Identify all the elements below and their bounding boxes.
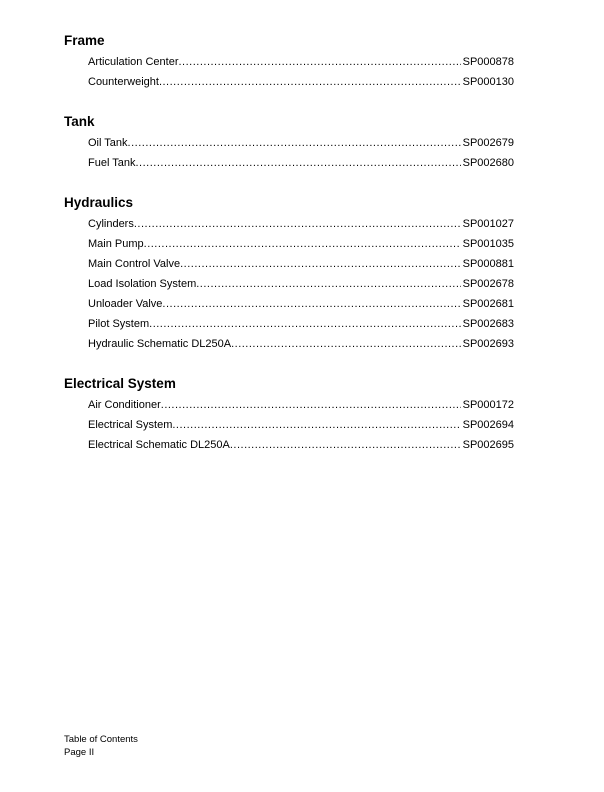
toc-entry-code: SP002681 [462, 298, 514, 310]
toc-entry[interactable] [88, 72, 514, 92]
page-footer [64, 733, 138, 759]
toc-entry[interactable] [88, 395, 514, 415]
toc-entry-code: SP000878 [462, 56, 514, 68]
toc-entry-title: Fuel Tank [88, 157, 136, 169]
toc-entry[interactable] [88, 294, 514, 314]
toc-entry-code: SP002680 [462, 157, 514, 169]
toc-section [64, 31, 514, 92]
toc-entry[interactable] [88, 435, 514, 455]
toc-entry-code: SP002693 [462, 338, 514, 350]
dot-leader [128, 133, 461, 153]
toc-entry-title: Unloader Valve [88, 298, 163, 310]
toc-section [64, 112, 514, 173]
toc-entry-code: SP002695 [462, 439, 514, 451]
section-spacer [64, 354, 514, 374]
dot-leader [196, 274, 460, 294]
toc-entry[interactable] [88, 133, 514, 153]
toc-entry[interactable] [88, 334, 514, 354]
toc-entry-title: Load Isolation System [88, 278, 197, 290]
section-heading: Hydraulics [64, 195, 134, 210]
section-spacer [64, 92, 514, 112]
toc-entry-code: SP000130 [462, 76, 514, 88]
dot-leader [180, 254, 460, 274]
toc-entry[interactable] [88, 52, 514, 72]
toc-entry-title: Pilot System [88, 318, 150, 330]
dot-leader [144, 234, 461, 254]
toc-entry-code: SP001035 [462, 238, 514, 250]
section-spacer [64, 173, 514, 193]
dot-leader [149, 314, 460, 334]
toc-entry-code: SP001027 [462, 218, 514, 230]
toc-entry-title: Main Pump [88, 238, 144, 250]
toc-entry-code: SP000172 [462, 399, 514, 411]
section-heading: Frame [64, 33, 105, 48]
dot-leader [162, 294, 460, 314]
toc-entry-title: Electrical Schematic DL250A [88, 439, 230, 451]
toc-entry[interactable] [88, 415, 514, 435]
toc-entry[interactable] [88, 314, 514, 334]
table-of-contents [64, 31, 514, 455]
dot-leader [134, 214, 461, 234]
dot-leader [161, 395, 461, 415]
footer-page-number: Page II [64, 747, 95, 758]
dot-leader [179, 52, 461, 72]
footer-document-label: Table of Contents [64, 734, 138, 745]
toc-entry-title: Cylinders [88, 218, 134, 230]
toc-entry-code: SP002678 [462, 278, 514, 290]
toc-entry-title: Oil Tank [88, 137, 128, 149]
section-heading: Tank [64, 114, 95, 129]
toc-entry-code: SP002694 [462, 419, 514, 431]
toc-entry-title: Main Control Valve [88, 258, 181, 270]
toc-entry[interactable] [88, 274, 514, 294]
toc-entry-title: Air Conditioner [88, 399, 161, 411]
toc-entry-title: Hydraulic Schematic DL250A [88, 338, 232, 350]
dot-leader [231, 334, 461, 354]
dot-leader [159, 72, 461, 92]
toc-entry-title: Articulation Center [88, 56, 179, 68]
toc-section [64, 374, 514, 455]
toc-entry[interactable] [88, 234, 514, 254]
dot-leader [230, 435, 461, 455]
toc-entry[interactable] [88, 153, 514, 173]
dot-leader [136, 153, 461, 173]
toc-entry-title: Counterweight [88, 76, 159, 88]
toc-entry-code: SP000881 [462, 258, 514, 270]
section-heading: Electrical System [64, 376, 176, 391]
toc-entry[interactable] [88, 214, 514, 234]
toc-entry-title: Electrical System [88, 419, 173, 431]
toc-section [64, 193, 514, 354]
toc-entry-code: SP002679 [462, 137, 514, 149]
toc-entry-code: SP002683 [462, 318, 514, 330]
dot-leader [172, 415, 460, 435]
toc-entry[interactable] [88, 254, 514, 274]
